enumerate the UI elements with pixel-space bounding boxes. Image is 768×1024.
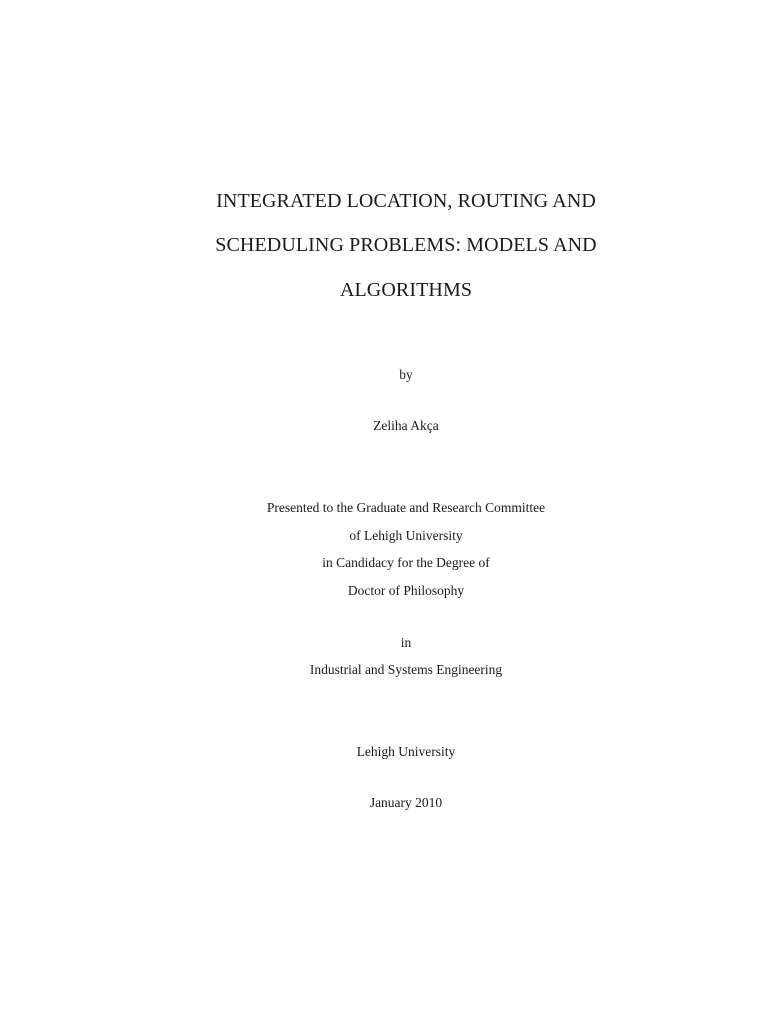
title-line-1: INTEGRATED LOCATION, ROUTING AND — [216, 190, 596, 212]
title-line-3: ALGORITHMS — [339, 279, 473, 301]
by-label: by — [399, 367, 413, 382]
title-line-2: SCHEDULING PROBLEMS: MODELS AND — [215, 234, 597, 256]
presentation-line-2: of Lehigh University — [349, 528, 463, 543]
presentation-line-4: Doctor of Philosophy — [347, 583, 465, 598]
institution-name: Lehigh University — [356, 744, 456, 759]
in-label: in — [400, 635, 412, 650]
submission-date: January 2010 — [369, 795, 443, 810]
presentation-line-3: in Candidacy for the Degree of — [322, 555, 490, 570]
presentation-line-1: Presented to the Graduate and Research Committee — [266, 500, 546, 515]
author-name: Zeliha Akça — [373, 418, 439, 433]
field-of-study: Industrial and Systems Engineering — [309, 662, 503, 677]
